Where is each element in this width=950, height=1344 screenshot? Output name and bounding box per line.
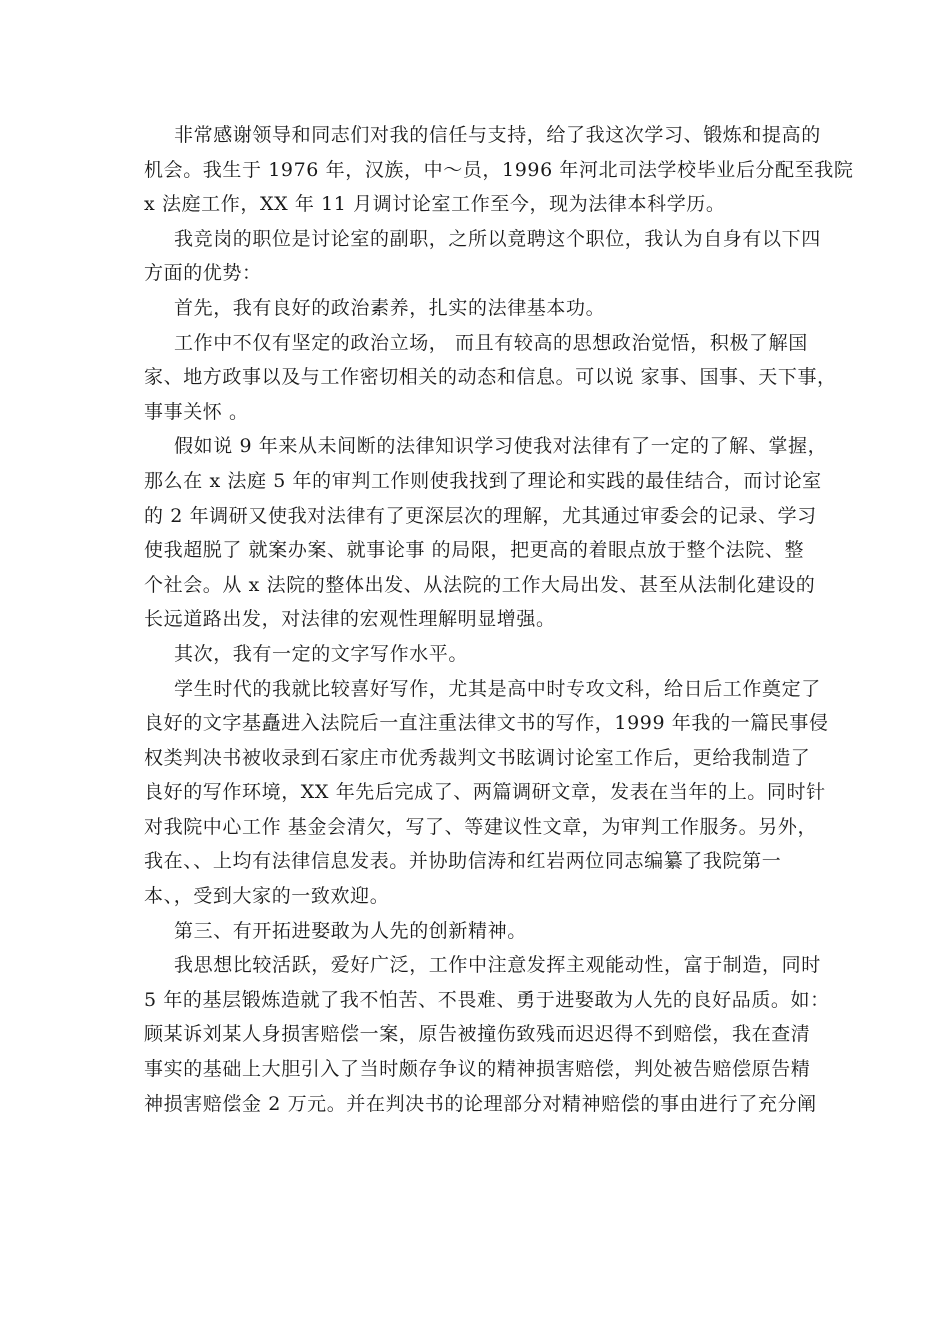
paragraph-first-line: 非常感谢领导和同志们对我的信任与支持，给了我这次学习、锻炼和提高的 <box>174 124 821 146</box>
paragraph-first-line: 我竞岗的职位是讨论室的副职，之所以竟聘这个职位，我认为自身有以下四 <box>174 227 821 250</box>
paragraph-line: 良好的写作环境，XX 年先后完成了、两篇调研文章，发表在当年的上。同时针 <box>144 781 826 804</box>
paragraph-line: 神损害赔偿金 2 万元。并在判决书的论理部分对精神赔偿的事由进行了充分阐 <box>144 1092 817 1115</box>
paragraph-line: x 法庭工作，XX 年 11 月调讨论室工作至今，现为法律本科学历。 <box>144 193 726 216</box>
paragraph-line: 我在、、上均有法律信息发表。并协助信涛和红岩两位同志编纂了我院第一 <box>144 850 782 873</box>
paragraph-line: 的 2 年调研又使我对法律有了更深层次的理解，尤其通过审委会的记录、学习 <box>144 504 817 527</box>
paragraph-first-line: 其次，我有一定的文字写作水平。 <box>174 642 469 665</box>
paragraph-first-line: 工作中不仅有坚定的政治立场， 而且有较高的思想政治觉悟，积极了解国 <box>174 331 808 354</box>
paragraph-first-line: 假如说 9 年来从未间断的法律知识学习使我对法律有了一定的了解、掌握， <box>174 435 828 458</box>
paragraph-line: 方面的优势： <box>144 262 262 285</box>
paragraph-first-line: 学生时代的我就比较喜好写作，尤其是高中时专攻文科，给日后工作奠定了 <box>174 677 821 700</box>
paragraph-line: 那么在 x 法庭 5 年的审判工作则使我找到了理论和实践的最佳结合，而讨论室 <box>144 469 822 492</box>
paragraph-line: 使我超脱了 就案办案、就事论事 的局限，把更高的着眼点放于整个法院、整 <box>144 539 805 562</box>
paragraph-line: 5 年的基层锻炼造就了我不怕苦、不畏难、勇于进娶敢为人先的良好品质。如： <box>144 988 830 1011</box>
document-body <box>144 118 854 1121</box>
paragraph-line: 本、，受到大家的一致欢迎。 <box>144 885 390 908</box>
paragraph-line: 顾某诉刘某人身损害赔偿一案，原告被撞伤致残而迟迟得不到赔偿，我在查清 <box>144 1023 811 1046</box>
paragraph-line: 家、地方政事以及与工作密切相关的动态和信息。可以说 家事、国事、天下事， <box>144 366 837 389</box>
paragraph-line: 对我院中心工作 基金会清欠，写了、等建议性文章，为审判工作服务。另外， <box>144 815 818 838</box>
paragraph-line: 权类判决书被收录到石家庄市优秀裁判文书眩调讨论室工作后，更给我制造了 <box>144 746 811 769</box>
paragraph-line: 事事关怀 。 <box>144 400 249 423</box>
paragraph-first-line: 我思想比较活跃，爱好广泛，工作中注意发挥主观能动性，富于制造，同时 <box>174 954 821 977</box>
paragraph-line: 良好的文字基矗进入法院后一直注重法律文书的写作，1999 年我的一篇民事侵 <box>144 712 829 735</box>
paragraph-first-line: 第三、有开拓进娶敢为人先的创新精神。 <box>174 919 527 942</box>
paragraph-line: 长远道路出发，对法律的宏观性理解明显增强。 <box>144 608 556 631</box>
paragraph-line: 事实的基础上大胆引入了当时颇存争议的精神损害赔偿，判处被告赔偿原告精 <box>144 1058 811 1081</box>
paragraph-first-line: 首先，我有良好的政治素养，扎实的法律基本功。 <box>174 296 606 319</box>
paragraph-line: 个社会。从 x 法院的整体出发、从法院的工作大局出发、甚至从法制化建设的 <box>144 573 816 596</box>
paragraph-line: 机会。我生于 1976 年，汉族，中～员，1996 年河北司法学校毕业后分配至我院 <box>144 158 854 181</box>
